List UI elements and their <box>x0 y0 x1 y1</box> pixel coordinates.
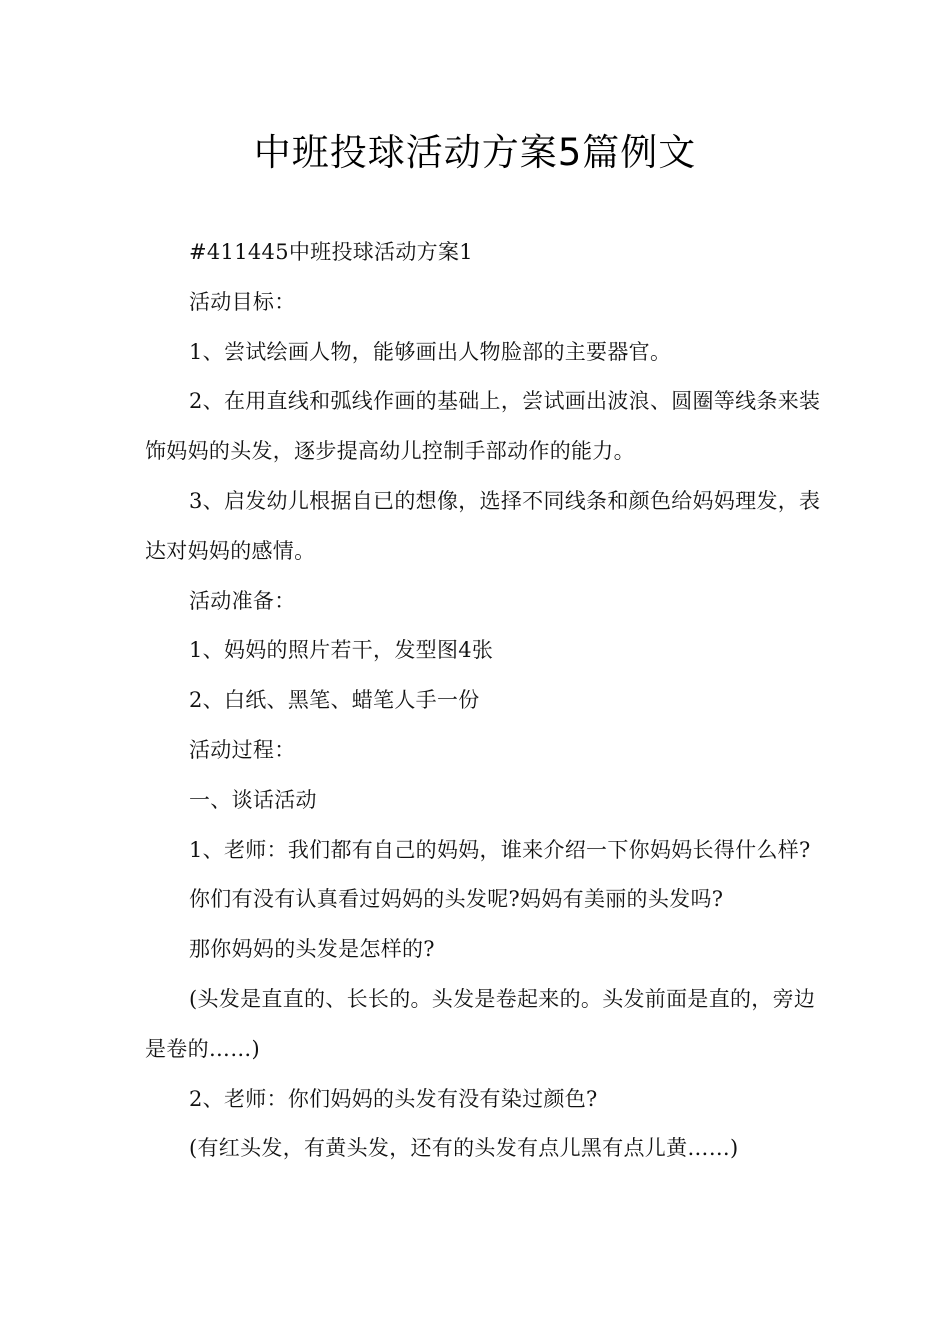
paragraph: 1、老师：我们都有自己的妈妈，谁来介绍一下你妈妈长得什么样? <box>189 837 811 862</box>
paragraph: 1、尝试绘画人物，能够画出人物脸部的主要器官。 <box>189 339 672 364</box>
paragraph: (有红头发，有黄头发，还有的头发有点儿黑有点儿黄……) <box>189 1136 739 1161</box>
paragraph: 2、老师：你们妈妈的头发有没有染过颜色? <box>189 1086 598 1111</box>
document-title: 中班投球活动方案5篇例文 <box>253 131 697 174</box>
paragraph: 2、白纸、黑笔、蜡笔人手一份 <box>189 688 480 713</box>
subheading-process: 活动过程： <box>189 737 296 762</box>
paragraph: 3、启发幼儿根据自已的想像，选择不同线条和颜色给妈妈理发，表达对妈妈的感情。 <box>145 488 821 563</box>
paragraph: (头发是直直的、长长的。头发是卷起来的。头发前面是直的，旁边是卷的……) <box>145 986 816 1061</box>
paragraph: 一、谈话活动 <box>189 787 317 812</box>
paragraph: 2、在用直线和弧线作画的基础上，尝试画出波浪、圆圈等线条来装饰妈妈的头发，逐步提高幼儿控制手部动作的能力。 <box>145 389 821 464</box>
paragraph: 1、妈妈的照片若干，发型图4张 <box>189 638 494 663</box>
document-body <box>145 228 825 1174</box>
subheading-goals: 活动目标： <box>189 289 296 314</box>
paragraph: 你们有没有认真看过妈妈的头发呢?妈妈有美丽的头发吗? <box>189 887 724 912</box>
paragraph: 那你妈妈的头发是怎样的? <box>189 937 435 962</box>
section-heading: #411445中班投球活动方案1 <box>189 240 473 264</box>
subheading-preparation: 活动准备： <box>189 588 296 613</box>
